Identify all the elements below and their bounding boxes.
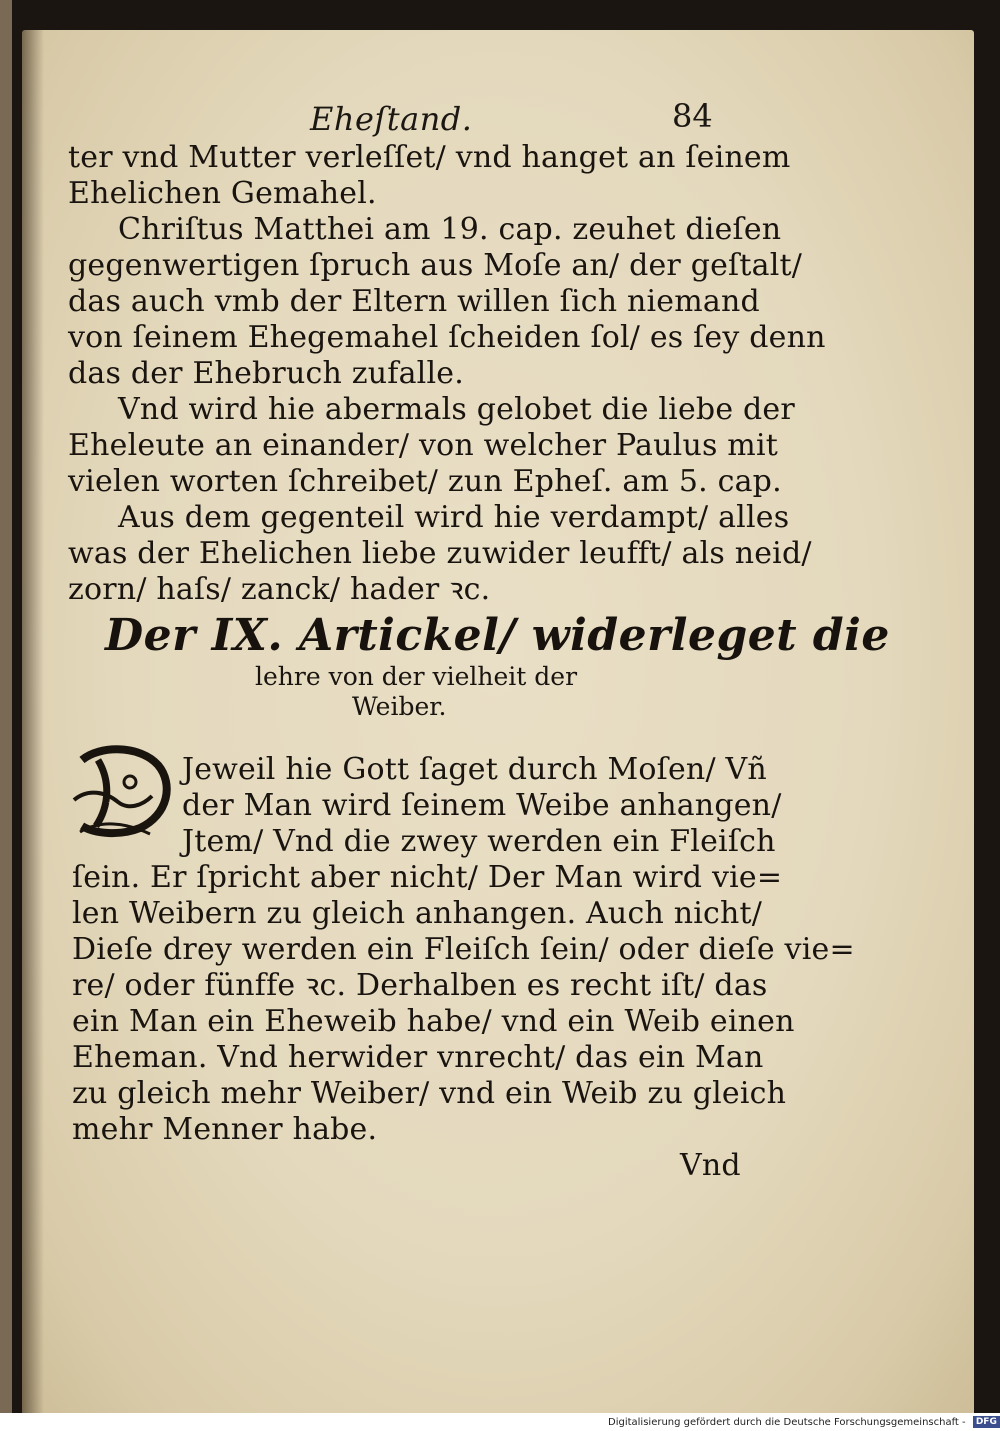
- credit-text: Digitalisierung gefördert durch die Deutsche Forschungsgemeinschaft -: [608, 1417, 966, 1428]
- text-line: Eheleute an einander/ von welcher Paulus mit: [68, 428, 778, 463]
- text-line: ſein. Er ſpricht aber nicht/ Der Man wird vie=: [72, 860, 783, 895]
- text-line: Dieſe drey werden ein Fleiſch ſein/ oder dieſe vie=: [72, 932, 855, 967]
- text-line: Jeweil hie Gott ſaget durch Moſen/ Vñ: [182, 752, 767, 787]
- text-line: Vnd wird hie abermals gelobet die liebe der: [118, 392, 795, 427]
- gutter-shadow: [22, 30, 44, 1413]
- text-line: len Weibern zu gleich anhangen. Auch nicht/: [72, 896, 763, 931]
- text-line: Chriſtus Matthei am 19. cap. zeuhet dieſen: [118, 212, 782, 247]
- text-line: ter vnd Mutter verleſſet/ vnd hanget an ſeinem: [68, 140, 791, 175]
- decorated-initial-icon: [70, 740, 180, 840]
- text-line: re/ oder fünffe ꝛc. Derhalben es recht iſt/ das: [72, 968, 768, 1003]
- text-line: der Man wird ſeinem Weibe anhangen/: [182, 788, 782, 823]
- dfg-logo-icon: DFG: [973, 1416, 1000, 1428]
- digitization-credit: [608, 1415, 997, 1431]
- text-line: Aus dem gegenteil wird hie verdampt/ alles: [118, 500, 790, 535]
- svg-text:D: D: [108, 802, 117, 813]
- text-line: Eheman. Vnd herwider vnrecht/ das ein Man: [72, 1040, 764, 1075]
- text-line: vielen worten ſchreibet/ zun Epheſ. am 5. cap.: [68, 464, 782, 499]
- page-number: 84: [672, 97, 713, 135]
- book-edge: [0, 0, 12, 1413]
- text-line: zu gleich mehr Weiber/ vnd ein Weib zu gleich: [72, 1076, 787, 1111]
- text-line: von ſeinem Ehegemahel ſcheiden ſol/ es ſey denn: [68, 320, 826, 355]
- text-line: zorn/ haſs/ zanck/ hader ꝛc.: [68, 572, 491, 607]
- catchword: Vnd: [680, 1148, 741, 1183]
- text-line: das der Ehebruch zufalle.: [68, 356, 464, 391]
- text-line: gegenwertigen ſpruch aus Moſe an/ der geſtalt/: [68, 248, 803, 283]
- running-title: Eheſtand.: [310, 100, 473, 138]
- text-line: Ehelichen Gemahel.: [68, 176, 377, 211]
- text-line: das auch vmb der Eltern willen ſich niemand: [68, 284, 760, 319]
- article-subheading: Weiber.: [352, 692, 447, 721]
- article-subheading: lehre von der vielheit der: [255, 662, 578, 691]
- text-line: ein Man ein Eheweib habe/ vnd ein Weib einen: [72, 1004, 795, 1039]
- article-heading: Der IX. Artickel/ widerleget die: [105, 610, 890, 661]
- text-line: mehr Menner habe.: [72, 1112, 378, 1147]
- text-line: was der Ehelichen liebe zuwider leufft/ als neid/: [68, 536, 812, 571]
- text-line: Jtem/ Vnd die zwey werden ein Fleiſch: [182, 824, 776, 859]
